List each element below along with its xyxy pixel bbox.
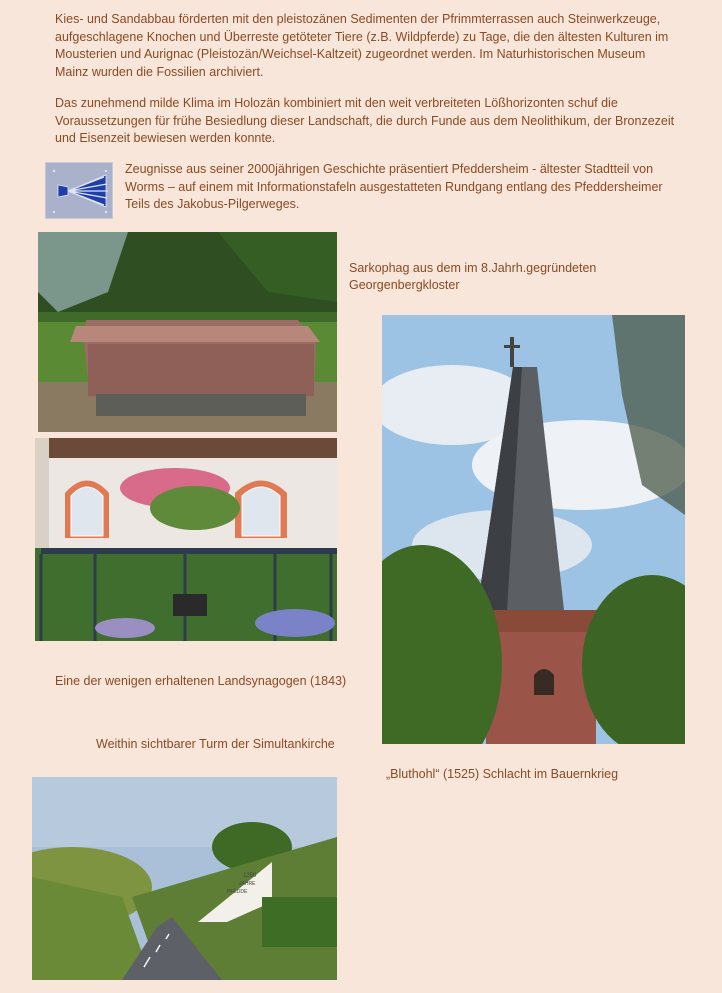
caption-church: Weithin sichtbarer Turm der Simultankirche: [96, 737, 335, 751]
paragraph-pleistocene: Kies- und Sandabbau förderten mit den pleistozänen Sedimenten der Pfrimmterrassen auch Steinwerkzeuge, aufgeschlagene Knochen und Überreste getöteter Tiere (z.B. Wildpferde) zu Tage, die den ältesten Kulturen im Mousterien und Aurignac (Pleistozän/Weichsel-Kaltzeit) zugeordnet werden. Im Naturhistorischen Museum Mainz wurden die Fossilien archiviert.: [55, 12, 669, 79]
caption-bluthohl: „Bluthohl“ (1525) Schlacht im Bauernkrieg: [386, 767, 619, 781]
pilgrim-route-text: Zeugnisse aus seiner 2000jährigen Geschichte präsentiert Pfeddersheim - ältester Stadtteil von Worms – auf einem mit Informationstafeln ausgestatteten Rundgang entlang des Pfeddersheimer Teils des Jakobus-Pilgerweges.: [125, 162, 663, 211]
monument-name: PFEDDE: [227, 889, 248, 895]
monument-number: 1250: [243, 873, 257, 879]
bluthohl-road-photo: [32, 777, 337, 980]
scallop-shell-icon: [45, 162, 113, 219]
monument-word: JAHRE: [239, 881, 256, 887]
caption-synagogue: Eine der wenigen erhaltenen Landsynagogen (1843): [55, 674, 347, 688]
synagogue-photo: [35, 438, 337, 641]
caption-sarcophagus: Sarkophag aus dem im 8.Jahrh.gegründeten Georgenbergkloster: [349, 261, 597, 292]
paragraph-holocene: Das zunehmend milde Klima im Holozän kombiniert mit den weit verbreiteten Lößhorizonten schuf die Voraussetzungen für frühe Besiedlung dieser Landschaft, die durch Funde aus dem Neolithikum, der Bronzezeit und Eisenzeit bewiesen werden konnte.: [55, 96, 675, 145]
sarcophagus-photo: [38, 232, 337, 432]
church-tower-photo: [382, 315, 685, 744]
